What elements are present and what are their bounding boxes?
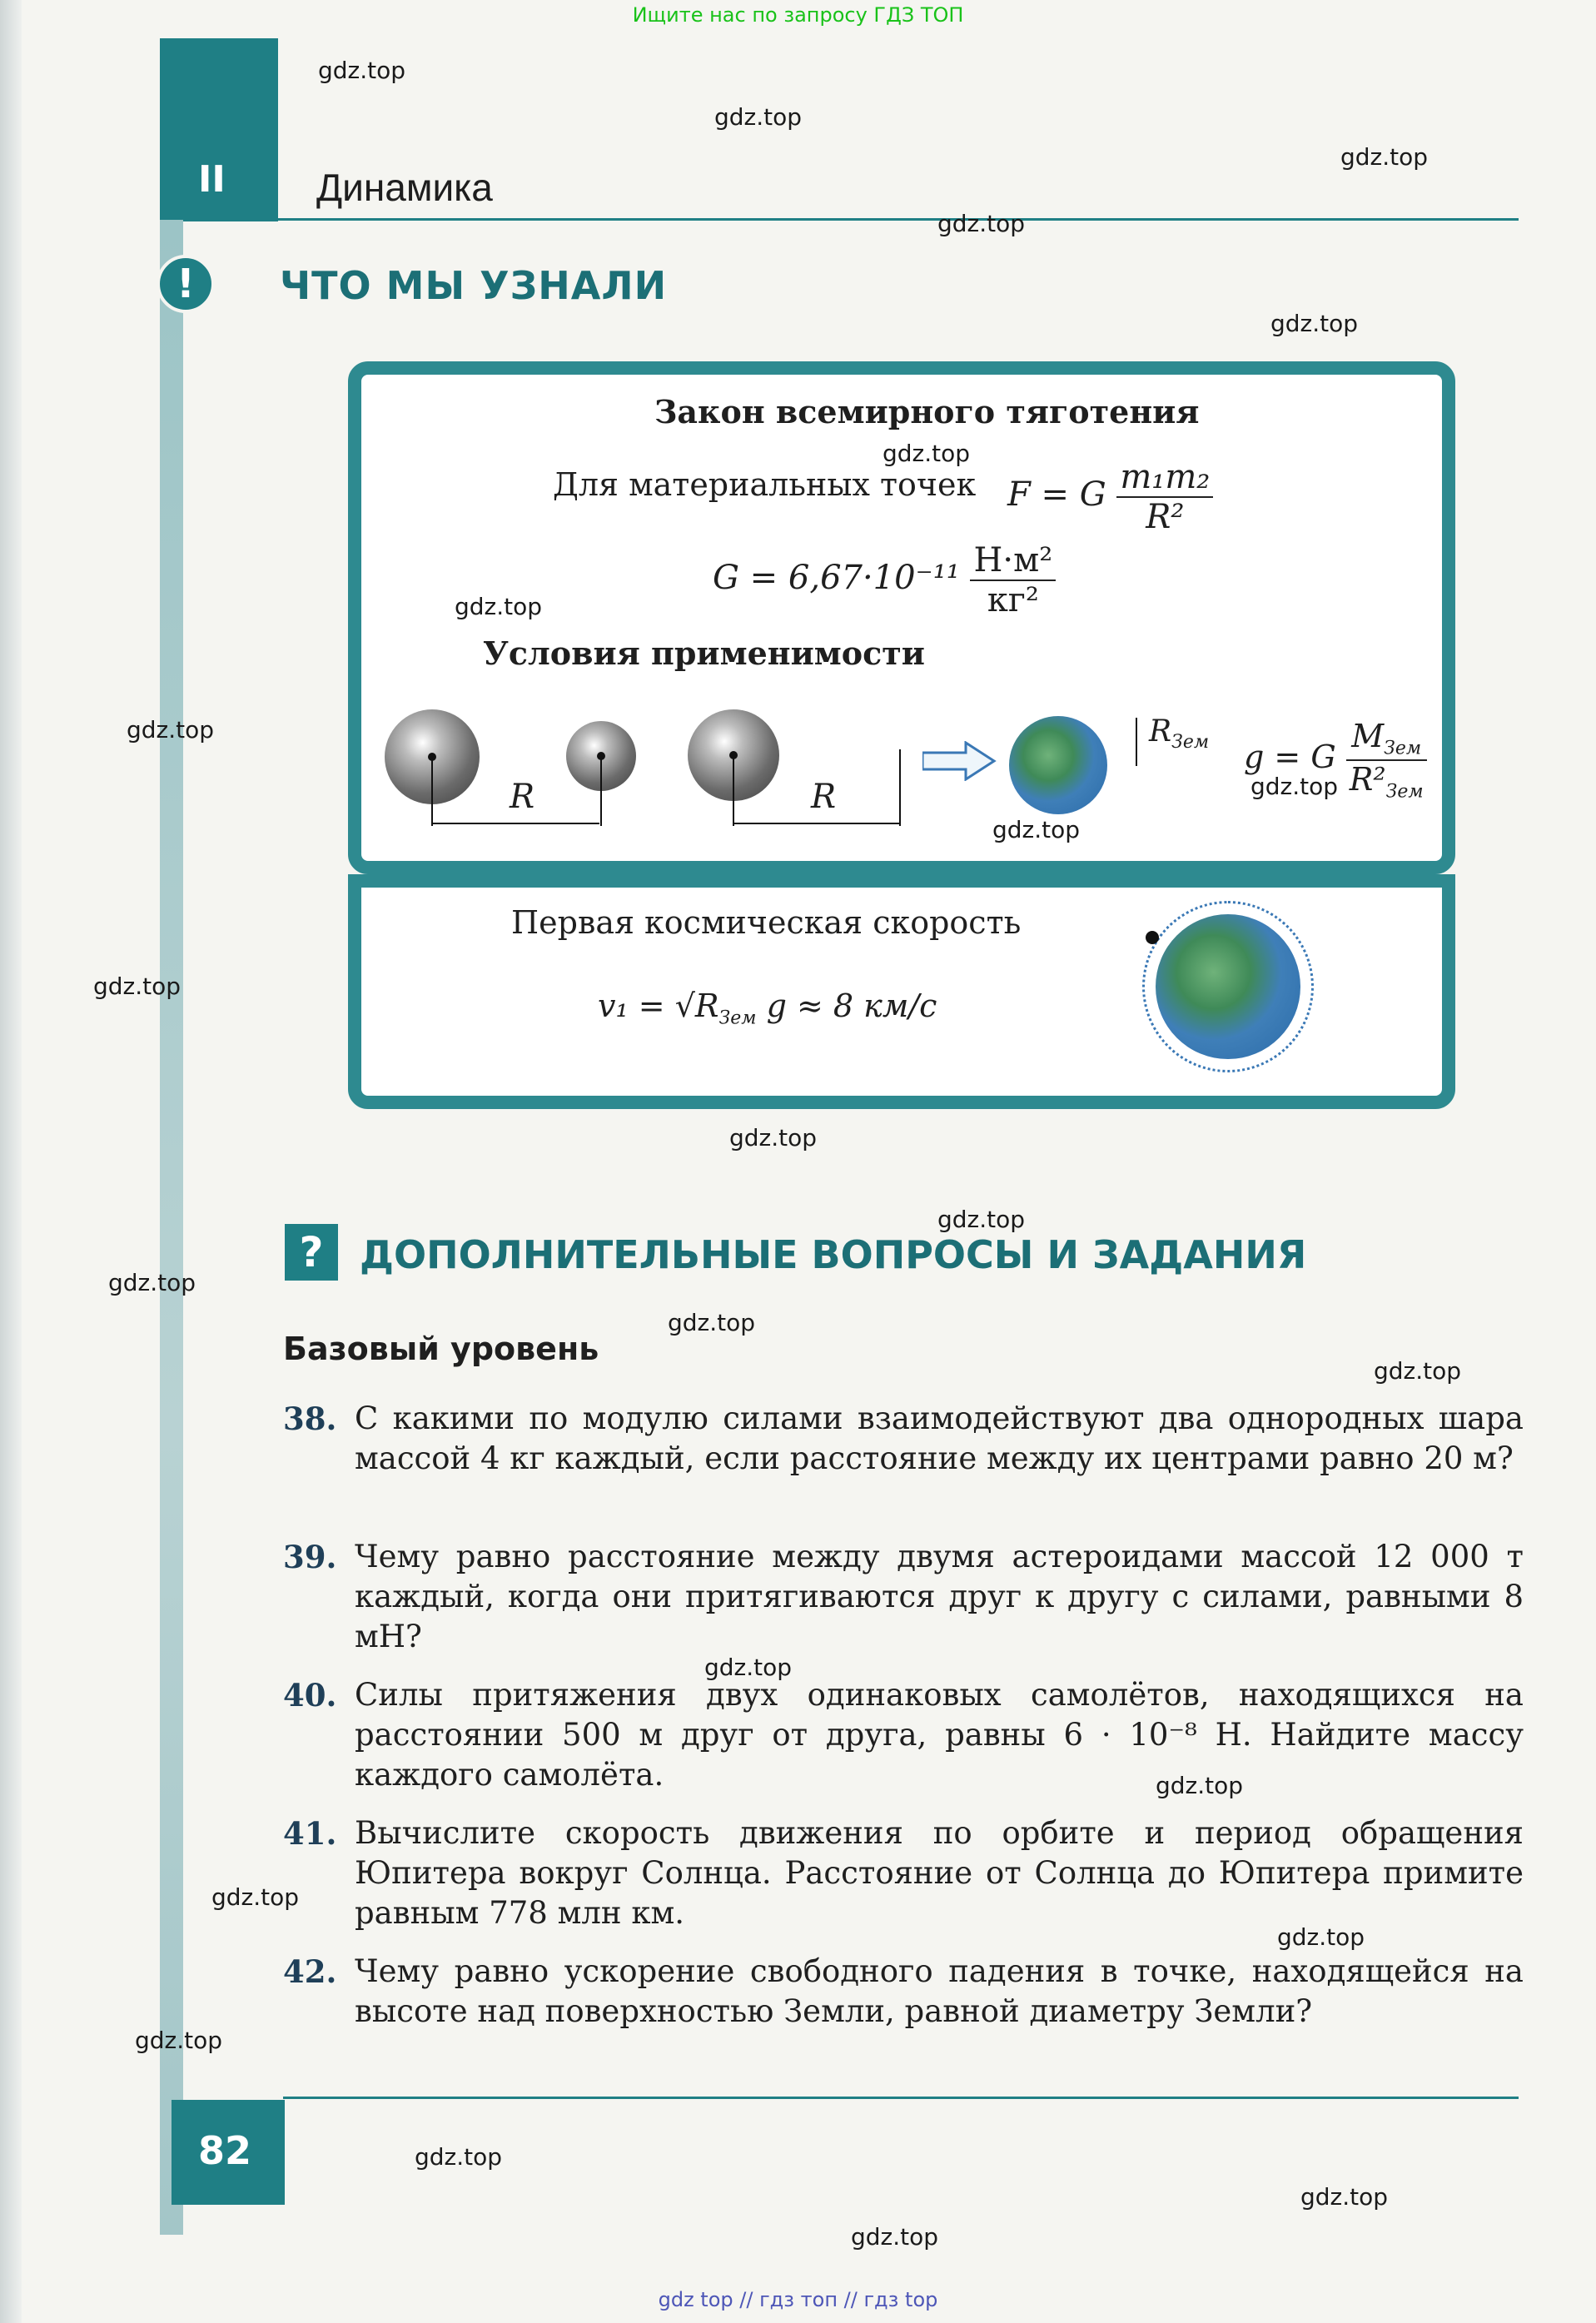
earth-radius-label	[1149, 714, 1209, 753]
g-denominator	[1346, 761, 1427, 803]
v1-subscript: Зем	[718, 1007, 757, 1029]
watermark: gdz.top	[1270, 310, 1359, 337]
law-title: Закон всемирного тяготения	[654, 393, 1200, 430]
task-text: Чему равно расстояние между двумя астероидами массой 12 000 т каждый, когда они притягиваются друг к другу с силами, равными 8 мН?	[355, 1539, 1524, 1654]
watermark: gdz.top	[93, 972, 181, 1000]
distance-label-1: R	[510, 778, 535, 816]
watermark: gdz.top	[455, 593, 543, 620]
watermark: gdz.top	[415, 2143, 503, 2171]
g-radius-subscript: Зем	[1385, 781, 1424, 803]
task-number: 41.	[283, 1815, 337, 1852]
units-numerator: Н·м²	[970, 541, 1056, 581]
watermark: gdz.top	[668, 1309, 756, 1336]
task-number: 38.	[283, 1400, 337, 1437]
task-number: 42.	[283, 1953, 337, 1990]
first-cosmic-speed-formula	[598, 987, 937, 1029]
g-radius-symbol: R²	[1349, 760, 1386, 798]
chapter-number: II	[198, 158, 226, 201]
summary-heading: ЧТО МЫ УЗНАЛИ	[280, 263, 668, 308]
task-text: С какими по модулю силами взаимодействуют два однородных шара массой 4 кг каждый, если расстояние между их центрами равно 20 м?	[355, 1400, 1524, 1476]
formula-denominator: R²	[1146, 498, 1185, 536]
basic-level-label: Базовый уровень	[283, 1331, 599, 1367]
constant-units	[970, 541, 1056, 619]
task-item	[283, 1399, 1524, 1479]
watermark: gdz.top	[108, 1269, 196, 1296]
g-numerator	[1346, 718, 1427, 761]
watermark: gdz.top	[1156, 1772, 1244, 1799]
task-number: 39.	[283, 1539, 337, 1575]
watermark: gdz.top	[1277, 1923, 1365, 1951]
watermark: gdz.top	[211, 1883, 300, 1911]
watermark: gdz.top	[1340, 143, 1429, 171]
task-item	[283, 1952, 1524, 2032]
distance-marker	[899, 749, 901, 826]
watermark: gdz.top	[851, 2223, 939, 2251]
side-margin-bar	[160, 220, 183, 2235]
watermark: gdz.top	[937, 1206, 1026, 1233]
g-lhs: g = G	[1244, 739, 1336, 776]
bottom-banner[interactable]: gdz top // гдз топ // гдз top	[658, 2288, 938, 2311]
sphere-center-line	[600, 758, 602, 826]
earth-radius-marker	[1136, 718, 1137, 766]
v1-left: v₁ = √R	[598, 987, 719, 1024]
v1-right: g ≈ 8 км/с	[766, 987, 937, 1024]
units-denominator: кг²	[987, 581, 1039, 619]
g-mass-subscript: Зем	[1384, 738, 1422, 759]
sphere-center-line	[431, 758, 433, 826]
watermark: gdz.top	[704, 1654, 793, 1681]
watermark: gdz.top	[1374, 1357, 1462, 1385]
chapter-title: Динамика	[316, 166, 493, 209]
watermark: gdz.top	[992, 816, 1081, 843]
task-text: Чему равно ускорение свободного падения в точке, находящейся на высоте над поверхностью Земли, равной диаметру Земли?	[355, 1953, 1524, 2029]
g-mass-symbol: M	[1351, 718, 1385, 754]
page-number: 82	[198, 2128, 252, 2173]
distance-arrow-2	[734, 823, 899, 824]
task-text: Силы притяжения двух одинаковых самолётов, находящихся на расстоянии 500 м друг от друга, равны 6 · 10⁻⁸ Н. Найдите массу каждого самолёта.	[355, 1677, 1524, 1793]
task-item	[283, 1675, 1524, 1795]
constant-lhs: G = 6,67·10⁻¹¹	[713, 559, 960, 597]
watermark: gdz.top	[1250, 773, 1339, 800]
g-fraction	[1346, 718, 1427, 802]
arrow-right-icon	[922, 741, 997, 781]
watermark: gdz.top	[135, 2027, 223, 2054]
gravity-formula	[1007, 458, 1213, 536]
question-icon: ?	[285, 1224, 338, 1281]
task-item	[283, 1813, 1524, 1933]
gravitational-constant	[713, 541, 1056, 619]
exclamation-icon: !	[157, 255, 215, 313]
earth-radius-symbol: R	[1149, 714, 1172, 749]
distance-arrow-1	[433, 823, 599, 824]
formula-numerator: m₁m₂	[1116, 458, 1213, 498]
watermark: gdz.top	[127, 716, 215, 744]
distance-label-2: R	[811, 778, 837, 816]
page-edge	[0, 0, 22, 2323]
watermark: gdz.top	[714, 103, 803, 131]
formula-fraction	[1116, 458, 1213, 536]
sphere-center-line	[733, 758, 734, 826]
material-points-label: Для материальных точек	[553, 466, 977, 503]
task-text: Вычислите скорость движения по орбите и период обращения Юпитера вокруг Солнца. Расстояние от Солнца до Юпитера примите равным 778 млн км.	[355, 1815, 1524, 1931]
conditions-label: Условия применимости	[483, 634, 925, 672]
watermark: gdz.top	[937, 210, 1026, 237]
earth-icon	[1009, 716, 1107, 814]
header-divider	[160, 218, 1519, 221]
task-number: 40.	[283, 1677, 337, 1714]
earth-radius-subscript: Зем	[1171, 732, 1210, 754]
watermark: gdz.top	[318, 57, 406, 84]
watermark: gdz.top	[729, 1124, 818, 1152]
footer-divider	[283, 2097, 1519, 2099]
earth-globe-icon	[1156, 914, 1300, 1059]
watermark: gdz.top	[1300, 2183, 1389, 2211]
satellite-icon	[1146, 931, 1159, 944]
tasks-heading: ДОПОЛНИТЕЛЬНЫЕ ВОПРОСЫ И ЗАДАНИЯ	[360, 1232, 1307, 1277]
formula-lhs: F = G	[1007, 475, 1106, 514]
top-banner[interactable]: Ищите нас по запросу ГДЗ ТОП	[632, 3, 964, 27]
task-item	[283, 1537, 1524, 1657]
first-cosmic-speed-title: Первая космическая скорость	[511, 904, 1022, 941]
watermark: gdz.top	[883, 440, 971, 467]
